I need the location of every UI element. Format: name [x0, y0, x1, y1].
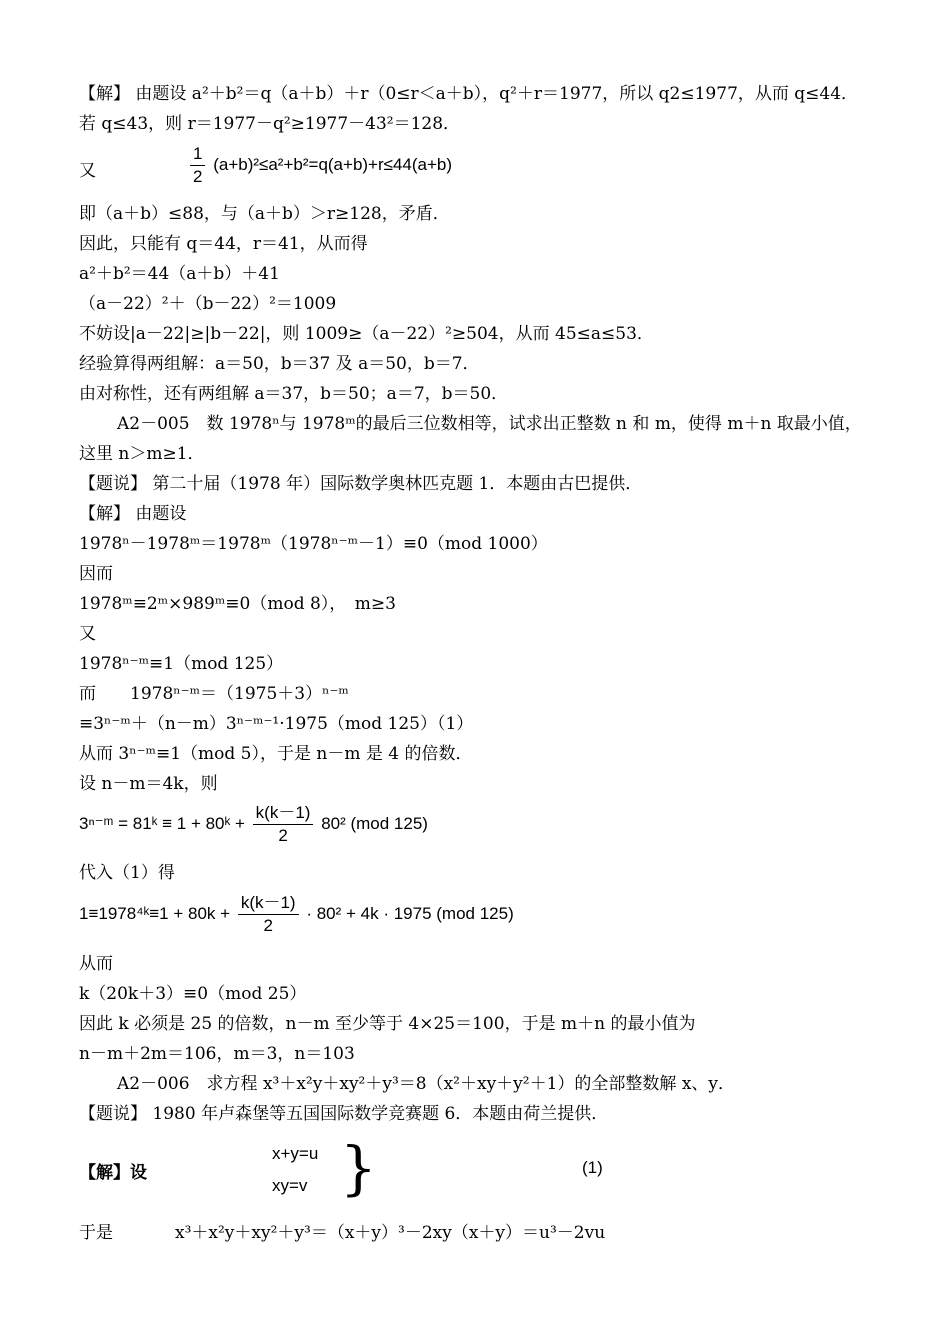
- text-line: x³＋x²y＋xy²＋y³＝（x＋y）³－2xy（x＋y）＝u³－2vu: [175, 1223, 606, 1243]
- text-line: 【解】 由题设: [79, 504, 187, 524]
- system-equation: x+y=u: [272, 1144, 319, 1163]
- text-line: k（20k＋3）≡0（mod 25）: [79, 984, 307, 1004]
- formula-lhs: 3ⁿ⁻ᵐ = 81ᵏ ≡ 1 + 80ᵏ +: [79, 813, 245, 833]
- problem-heading: A2－006 求方程 x³＋x²y＋xy²＋y³＝8（x²＋xy＋y²＋1）的全部整数解 x、y．: [117, 1074, 736, 1094]
- formula: [187, 143, 452, 188]
- fraction-denominator: 2: [193, 167, 203, 186]
- fraction: [253, 802, 314, 847]
- equation-number: (1): [582, 1158, 603, 1177]
- text-line: 因此 k 必须是 25 的倍数，n－m 至少等于 4×25＝100，于是 m＋n 的最小值为: [79, 1014, 696, 1034]
- formula-rhs: 80² (mod 125): [321, 813, 428, 833]
- fraction: [238, 892, 299, 937]
- formula-body: (a+b)²≤a²+b²=q(a+b)+r≤44(a+b): [213, 154, 453, 174]
- text-line: 1978ⁿ⁻ᵐ≡1（mod 125）: [79, 654, 284, 674]
- text-line: 而 1978ⁿ⁻ᵐ＝（1975＋3）ⁿ⁻ᵐ: [79, 684, 349, 704]
- text-line: 1978ᵐ≡2ᵐ×989ᵐ≡0（mod 8）， m≥3: [79, 594, 396, 614]
- solution-label: 【解】设: [79, 1163, 147, 1183]
- text-line: 由对称性，还有两组解 a＝37，b＝50；a＝7，b＝50．: [79, 384, 509, 404]
- system-equation: xy=v: [272, 1176, 308, 1195]
- text-line: a²＋b²＝44（a＋b）＋41: [79, 264, 280, 284]
- text-line: 从而: [79, 954, 113, 974]
- text-line: 从而 3ⁿ⁻ᵐ≡1（mod 5），于是 n－m 是 4 的倍数．: [79, 744, 473, 764]
- fraction-denominator: 2: [263, 916, 273, 935]
- formula: [79, 802, 428, 847]
- text-line: （a－22）²＋（b－22）²＝1009: [79, 294, 337, 314]
- text-line: 【解】 由题设 a²＋b²＝q（a＋b）＋r（0≤r＜a＋b），q²＋r＝1977，所以 q2≤1977，从而 q≤44．: [79, 84, 859, 104]
- text-line: ≡3ⁿ⁻ᵐ＋（n－m）3ⁿ⁻ᵐ⁻¹·1975（mod 125）（1）: [79, 714, 474, 734]
- text-line: 即（a＋b）≤88，与（a＋b）＞r≥128，矛盾．: [79, 204, 450, 224]
- fraction-denominator: 2: [278, 826, 288, 845]
- formula: [79, 892, 514, 937]
- text-line: 又: [79, 161, 96, 181]
- text-line: 经验算得两组解：a＝50，b＝37 及 a＝50，b＝7．: [79, 354, 480, 374]
- text-line: 1978ⁿ－1978ᵐ＝1978ᵐ（1978ⁿ⁻ᵐ－1）≡0（mod 1000）: [79, 534, 548, 554]
- fraction-numerator: k(k－1): [253, 802, 314, 825]
- text-line: 【题说】 1980 年卢森堡等五国国际数学竞赛题 6．本题由荷兰提供．: [79, 1104, 609, 1124]
- formula-rhs: · 80² + 4k · 1975 (mod 125): [306, 903, 514, 923]
- text-line: 因而: [79, 564, 113, 584]
- text-line: 代入（1）得: [79, 863, 175, 883]
- fraction-numerator: 1: [190, 143, 205, 166]
- text-line: 若 q≤43，则 r＝1977－q²≥1977－43²＝128．: [79, 114, 461, 134]
- text-line: 因此，只能有 q＝44，r＝41，从而得: [79, 234, 368, 254]
- problem-heading: A2－005 数 1978ⁿ与 1978ᵐ的最后三位数相等，试求出正整数 n 和 m，使得 m＋n 取最小值，: [117, 414, 862, 434]
- fraction: [190, 143, 205, 188]
- text-line: n－m＋2m＝106，m＝3，n＝103: [79, 1044, 355, 1064]
- fraction-numerator: k(k－1): [238, 892, 299, 915]
- right-brace-icon: }: [340, 1134, 377, 1202]
- text-line: 又: [79, 624, 96, 644]
- text-line: 于是: [79, 1223, 113, 1243]
- text-line: 不妨设|a－22|≥|b－22|，则 1009≥（a－22）²≥504，从而 45≤a≤53．: [79, 324, 654, 344]
- text-line: 设 n－m＝4k，则: [79, 774, 218, 794]
- text-line: 【题说】 第二十届（1978 年）国际数学奥林匹克题 1．本题由古巴提供．: [79, 474, 643, 494]
- text-line: 这里 n＞m≥1．: [79, 444, 205, 464]
- formula-lhs: 1≡1978⁴ᵏ≡1 + 80k +: [79, 903, 231, 923]
